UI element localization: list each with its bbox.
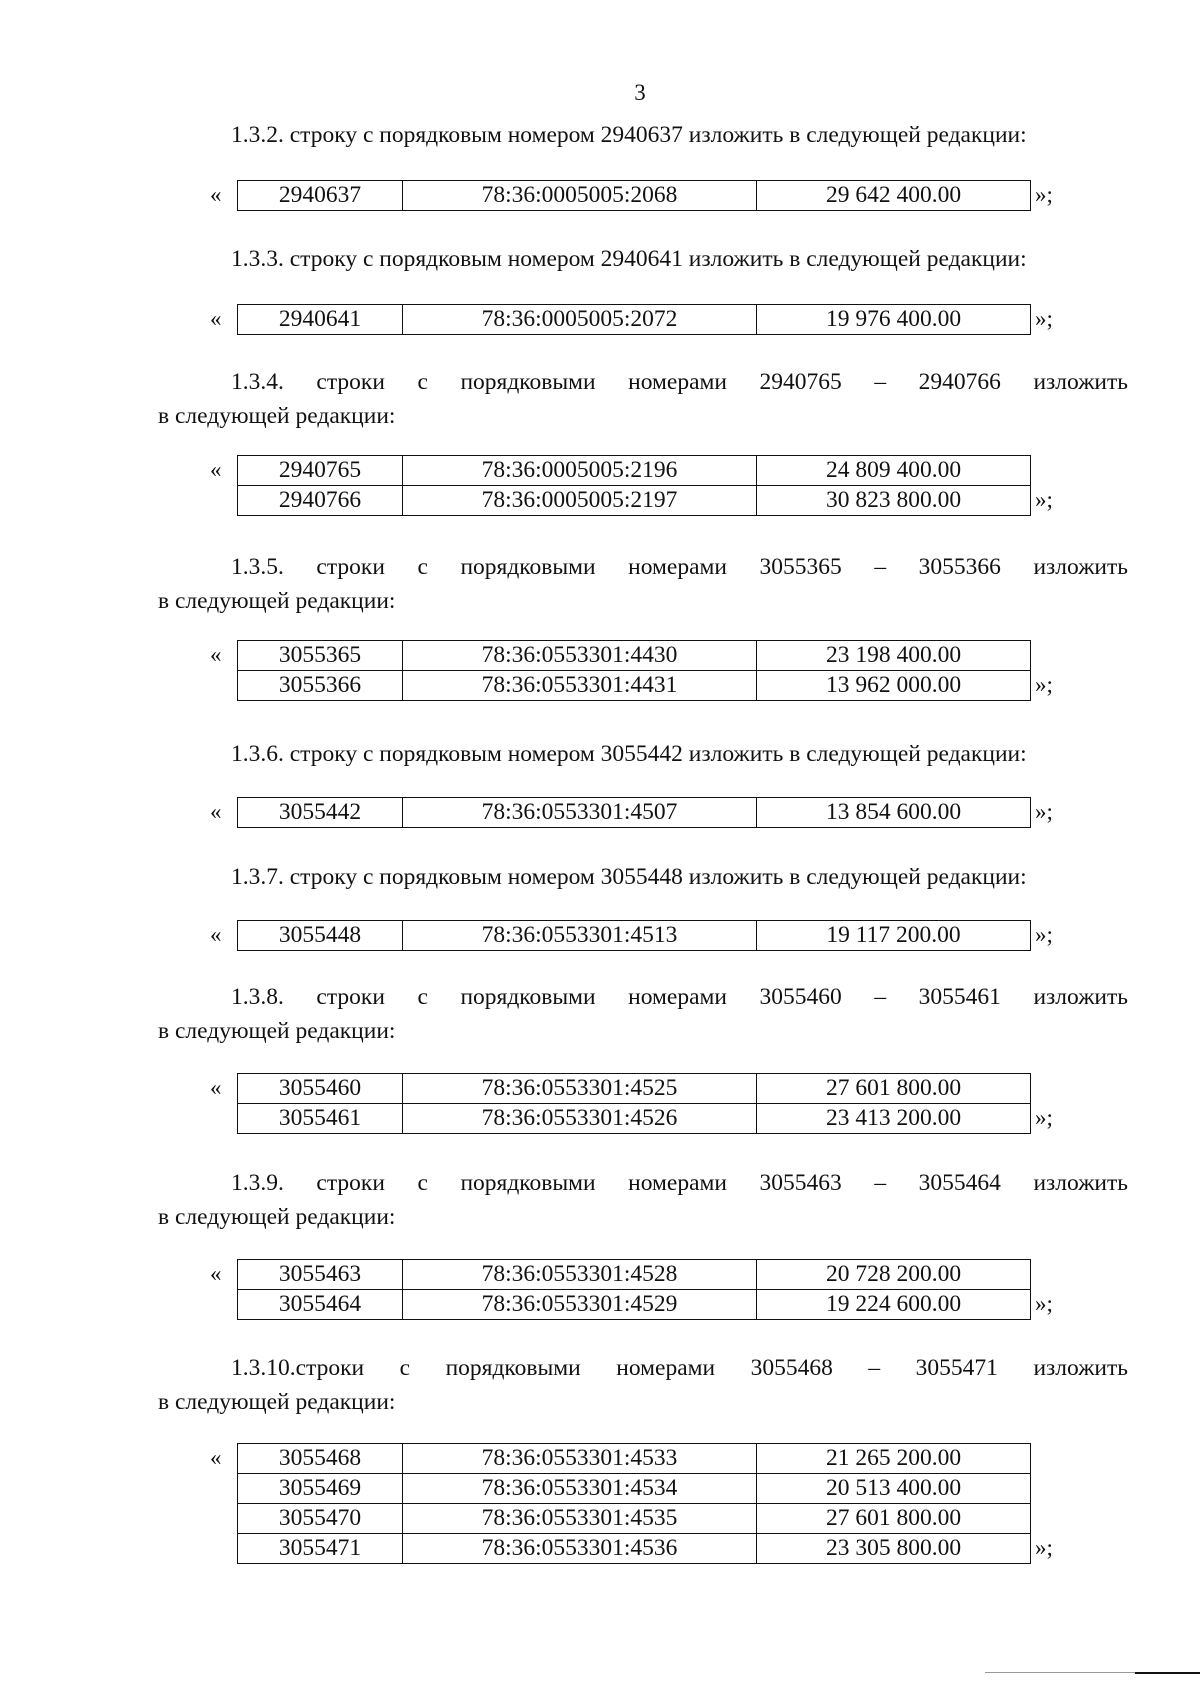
table-cell-cadastral: 78:36:0553301:4430 [403,641,757,671]
open-quote: « [210,306,222,331]
amendment-table [237,1073,1031,1134]
table-cell-value: 20 513 400.00 [757,1474,1031,1504]
open-quote: « [210,1075,222,1100]
table-cell-cadastral: 78:36:0553301:4507 [403,798,757,828]
table-cell-number: 3055464 [238,1290,403,1320]
open-quote: « [210,1261,222,1286]
table-cell-cadastral: 78:36:0005005:2068 [403,181,757,211]
close-quote: »; [1035,306,1053,331]
close-quote: »; [1035,799,1053,824]
table-cell-number: 2940641 [238,305,403,335]
paragraph-text-continued: в следующей редакции: [158,1018,396,1044]
paragraph-1-3-3 [158,242,1128,276]
open-quote: « [210,922,222,947]
amendment-table [237,304,1031,335]
table-cell-value: 19 976 400.00 [757,305,1031,335]
table-cell-number: 3055460 [238,1074,403,1104]
open-quote: « [210,799,222,824]
open-quote: « [210,457,222,482]
paragraph-text: 1.3.2. строку с порядковым номером 2940637 изложить в следующей редакции: [231,122,1027,148]
table-row [238,1504,1031,1534]
table-cell-number: 3055366 [238,671,403,701]
table-cell-cadastral: 78:36:0553301:4535 [403,1504,757,1534]
close-quote: »; [1035,922,1053,947]
table-cell-cadastral: 78:36:0553301:4513 [403,921,757,951]
page-number: 3 [634,80,646,105]
close-quote: »; [1035,1291,1053,1316]
paragraph-text: 1.3.5. строки с порядковыми номерами 3055365 – 3055366 изложить [231,554,1128,580]
table-cell-value: 13 854 600.00 [757,798,1031,828]
paragraph-1-3-5 [158,550,1128,618]
table-cell-value: 29 642 400.00 [757,181,1031,211]
open-quote: « [210,1445,222,1470]
table-cell-value: 27 601 800.00 [757,1074,1031,1104]
table-cell-cadastral: 78:36:0553301:4431 [403,671,757,701]
amendment-table [237,797,1031,828]
paragraph-text: 1.3.9. строки с порядковыми номерами 3055463 – 3055464 изложить [231,1170,1128,1196]
amendment-table [237,640,1031,701]
table-cell-value: 21 265 200.00 [757,1444,1031,1474]
table-row [238,671,1031,701]
table-cell-value: 23 413 200.00 [757,1104,1031,1134]
table-row [238,1534,1031,1564]
table-row [238,641,1031,671]
table-cell-number: 3055365 [238,641,403,671]
paragraph-text-continued: в следующей редакции: [158,1389,396,1415]
paragraph-1-3-2 [158,118,1128,152]
paragraph-text: 1.3.6. строку с порядковым номером 3055442 изложить в следующей редакции: [231,741,1027,767]
table-cell-cadastral: 78:36:0553301:4525 [403,1074,757,1104]
open-quote: « [210,182,222,207]
amendment-table [237,920,1031,951]
table-cell-number: 3055468 [238,1444,403,1474]
table-cell-value: 23 305 800.00 [757,1534,1031,1564]
table-cell-cadastral: 78:36:0553301:4534 [403,1474,757,1504]
footer-rule-light [985,1672,1135,1673]
paragraph-text-continued: в следующей редакции: [158,588,396,614]
table-cell-value: 27 601 800.00 [757,1504,1031,1534]
paragraph-text: 1.3.3. строку с порядковым номером 2940641 изложить в следующей редакции: [231,246,1027,272]
table-cell-cadastral: 78:36:0005005:2196 [403,456,757,486]
table-cell-cadastral: 78:36:0553301:4526 [403,1104,757,1134]
table-cell-number: 3055448 [238,921,403,951]
paragraph-text: 1.3.8. строки с порядковыми номерами 3055460 – 3055461 изложить [231,984,1128,1010]
close-quote: »; [1035,487,1053,512]
paragraph-text-continued: в следующей редакции: [158,1204,396,1230]
amendment-table [237,180,1031,211]
paragraph-1-3-9 [158,1166,1128,1234]
paragraph-text: 1.3.10.строки с порядковыми номерами 3055468 – 3055471 изложить [231,1355,1128,1381]
table-cell-cadastral: 78:36:0553301:4536 [403,1534,757,1564]
paragraph-text: 1.3.7. строку с порядковым номером 3055448 изложить в следующей редакции: [231,864,1027,890]
amendment-table [237,1443,1031,1564]
table-cell-value: 13 962 000.00 [757,671,1031,701]
table-row [238,1290,1031,1320]
close-quote: »; [1035,672,1053,697]
table-row [238,1474,1031,1504]
table-cell-number: 2940637 [238,181,403,211]
table-cell-number: 3055461 [238,1104,403,1134]
table-cell-value: 23 198 400.00 [757,641,1031,671]
paragraph-1-3-8 [158,980,1128,1048]
table-row [238,1104,1031,1134]
table-cell-cadastral: 78:36:0553301:4528 [403,1260,757,1290]
table-row [238,1260,1031,1290]
table-cell-number: 2940765 [238,456,403,486]
table-row [238,486,1031,516]
paragraph-1-3-7 [158,860,1128,894]
table-cell-number: 3055442 [238,798,403,828]
amendment-table [237,1259,1031,1320]
table-row [238,1074,1031,1104]
table-cell-value: 30 823 800.00 [757,486,1031,516]
amendment-table [237,455,1031,516]
footer-rule [1135,1672,1200,1674]
table-cell-number: 2940766 [238,486,403,516]
close-quote: »; [1035,1105,1053,1130]
table-cell-cadastral: 78:36:0005005:2197 [403,486,757,516]
close-quote: »; [1035,182,1053,207]
table-cell-value: 20 728 200.00 [757,1260,1031,1290]
table-row [238,1444,1031,1474]
table-row [238,921,1031,951]
table-row [238,181,1031,211]
paragraph-1-3-6 [158,737,1128,771]
table-cell-number: 3055470 [238,1504,403,1534]
paragraph-1-3-10 [158,1351,1128,1419]
paragraph-text-continued: в следующей редакции: [158,403,396,429]
table-cell-number: 3055471 [238,1534,403,1564]
table-row [238,305,1031,335]
table-cell-value: 24 809 400.00 [757,456,1031,486]
table-cell-cadastral: 78:36:0005005:2072 [403,305,757,335]
table-row [238,456,1031,486]
paragraph-text: 1.3.4. строки с порядковыми номерами 2940765 – 2940766 изложить [231,369,1128,395]
table-cell-number: 3055469 [238,1474,403,1504]
close-quote: »; [1035,1535,1053,1560]
table-cell-value: 19 224 600.00 [757,1290,1031,1320]
open-quote: « [210,642,222,667]
table-cell-cadastral: 78:36:0553301:4533 [403,1444,757,1474]
table-cell-cadastral: 78:36:0553301:4529 [403,1290,757,1320]
paragraph-1-3-4 [158,365,1128,433]
table-row [238,798,1031,828]
table-cell-number: 3055463 [238,1260,403,1290]
table-cell-value: 19 117 200.00 [757,921,1031,951]
